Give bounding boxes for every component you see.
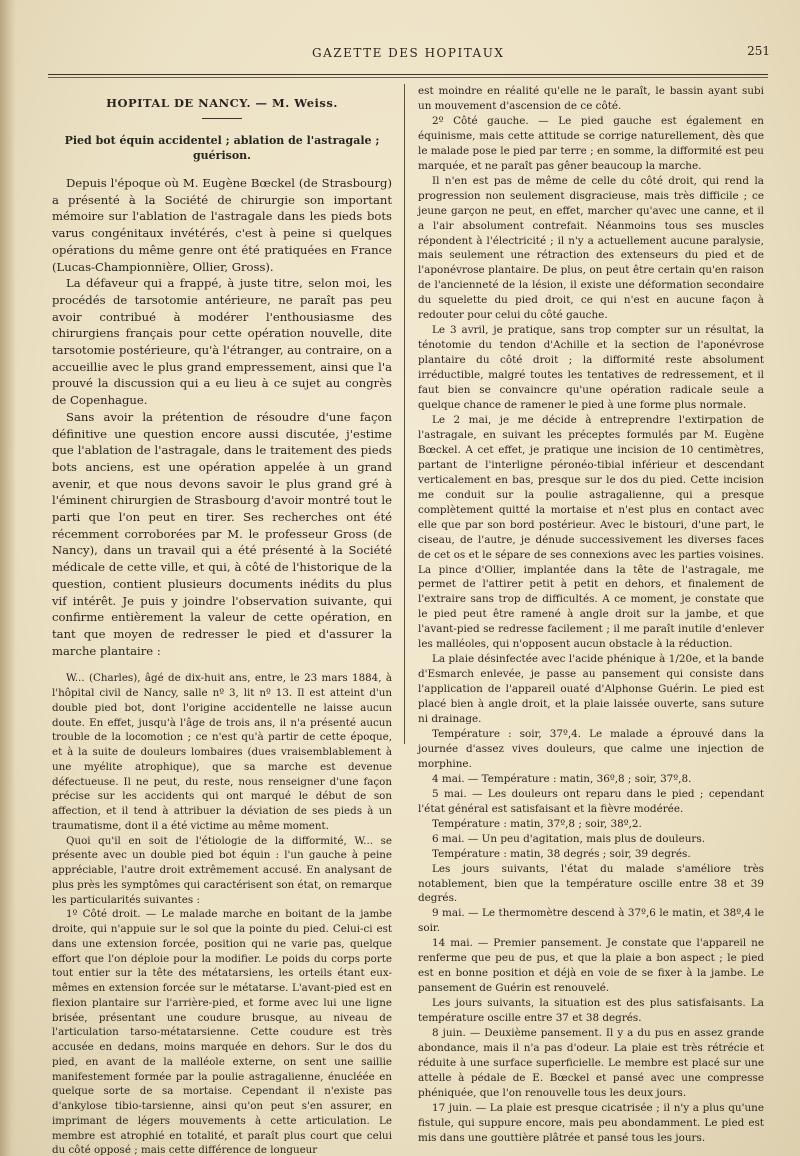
intro-text [52, 175, 392, 659]
section-title: HOPITAL DE NANCY. — M. Weiss. [106, 96, 338, 110]
page-header [40, 44, 770, 64]
title-rule [202, 118, 242, 119]
paragraph: Température : matin, 38 degrés ; soir, 39 degrés. [432, 847, 691, 860]
paragraph: 1º Côté droit. — Le malade marche en boitant de la jambe droite, qui n'appuie sur le sol que la pointe du pied. Celui-ci est dans une extension forcée, position qui ne varie pas, quelque effort que l'on déploie pour la modifier. Le poids du corps porte tout entier sur la tête des métatarsiens, les orteils étant eux-mêmes en extension forcée sur le métatarse. L'avant-pied est en flexion plantaire sur l'arrière-pied, et forme avec lui une ligne brisée, présentant une coudure brusque, au niveau de l'articulation tarso-métatarsienne. Cette coudure est très accusée en dedans, moins marquée en dehors. Sur le dos du pied, en avant de la malléole externe, on sent une saillie manifestement formée par la poulie astragalienne, énucléée en quelque sorte de sa mortaise. Cependant il n'existe pas d'ankylose tibio-tarsienne, ainsi qu'on peut s'en assurer, en imprimant de légers mouvements à cette articulation. Le membre est atrophié en totalité, et paraît plus court que celui du côté opposé ; mais cette différence de longueur [52, 908, 392, 1156]
paragraph: 8 juin. — Deuxième pansement. Il y a du pus en assez grande abondance, mais il n'a pas d'odeur. La plaie est très rétrécie et réduite à une surface superficielle. Le membre est placé sur une attelle à pédale de E. Bœckel et pansé avec une compresse phéniquée, que l'on renouvelle tous les deux jours. [418, 1027, 764, 1099]
page-edge-shadow [0, 0, 16, 1156]
paragraph: W... (Charles), âgé de dix-huit ans, entre, le 23 mars 1884, à l'hôpital civil de Nancy, salle nº 3, lit nº 13. Il est atteint d'un double pied bot, dont l'origine accidentelle ne laisse aucun doute. En effet, jusqu'à l'âge de trois ans, il n'a présenté aucun trouble de la locomotion ; ce n'est qu'à partir de cette époque, et à la suite de douleurs lombaires (dues vraisemblablement à une myélite atrophique), que sa marche est devenue défectueuse. Il ne peut, du reste, nous renseigner d'une façon précise sur les accidents qui ont marqué le début de son affection, et il tend à attribuer la déviation de ses pieds à un traumatisme, dont il a été victime au même moment. [52, 672, 392, 832]
case-report [52, 671, 392, 1156]
paragraph: est moindre en réalité qu'elle ne le paraît, le bassin ayant subi un mouvement d'ascension de ce côté. [418, 85, 764, 112]
column-divider [404, 84, 405, 744]
paragraph: Depuis l'époque où M. Eugène Bœckel (de Strasbourg) a présenté à la Société de chirurgie son important mémoire sur l'ablation de l'astragale dans les pieds bots varus congénitaux invétérés, c'est à peine si quelques opérations du même genre ont été pratiquées en France (Lucas-Championnière, Ollier, Gross). [52, 176, 392, 274]
paragraph: Quoi qu'il en soit de l'étiologie de la difformité, W... se présente avec un double pied bot équin : l'un gauche à peine appréciable, l'autre droit extrêmement accusé. En analysant de plus près les symptômes qui caractérisent son état, on remarque les particularités suivantes : [52, 834, 392, 906]
paragraph: La plaie désinfectée avec l'acide phénique à 1/20e, et la bande d'Esmarch enlevée, je passe au pansement qui consiste dans l'application de l'appareil ouaté d'Alphonse Guérin. Le pied est placé bien à angle droit, et la plaie laissée ouverte, sans suture ni drainage. [418, 653, 764, 726]
paragraph: Les jours suivants, l'état du malade s'améliore très notablement, bien que la température oscille entre 38 et 39 degrés. [418, 862, 764, 905]
right-column [418, 84, 764, 1146]
paragraph: La défaveur qui a frappé, à juste titre, selon moi, les procédés de tarsotomie antérieure, ne paraît pas peu avoir contribué à modérer l'enthousiasme des chirurgiens français pour cette opération nouvelle, dite tarsotomie postérieure, qu'à l'étranger, au contraire, on a accueillie avec le plus grand empressement, ainsi que l'a prouvé la discussion qui a eu lieu à ce sujet au congrès de Copenhague. [52, 276, 392, 408]
header-rule-secondary [48, 77, 768, 78]
paragraph: 6 mai. — Un peu d'agitation, mais plus de douleurs. [432, 832, 706, 845]
paragraph: 5 mai. — Les douleurs ont reparu dans le pied ; cependant l'état général est satisfaisant et la fièvre modérée. [418, 787, 764, 815]
paragraph: 4 mai. — Température : matin, 36º,8 ; soir, 37º,8. [432, 772, 692, 785]
paragraph: Le 2 mai, je me décide à entreprendre l'extirpation de l'astragale, en suivant les préceptes formulés par M. Eugène Bœckel. A cet effet, je pratique une incision de 10 centimètres, partant de l'interligne péronéo-tibial inférieur et descendant verticalement en bas, presque sur le dos du pied. Cette incision me conduit sur la poulie astragalienne, qui a presque complètement quitté la mortaise et n'est plus en contact avec elle que par son bord postérieur. Avec le bistouri, d'une part, le ciseau, de l'autre, je dénude successivement les diverses faces de cet os et le sépare de ses connexions avec les parties voisines. La pince d'Ollier, implantée dans la tête de l'astragale, me permet de l'attirer petit à petit en dehors, et finalement de l'extraire sans trop de difficultés. A ce moment, je constate que le pied peut être ramené à angle droit sur la jambe, et que l'avant-pied se redresse facilement ; il me paraît inutile d'enlever les malléoles, qui n'opposent aucun obstacle à la réduction. [418, 413, 764, 651]
paragraph: Sans avoir la prétention de résoudre d'une façon définitive une question encore aussi discutée, j'estime que l'ablation de l'astragale, dans le traitement des pieds bots anciens, est une opération appelée à un grand avenir, et que nous devons savoir le plus grand gré à l'éminent chirurgien de Strasbourg d'avoir montré tout le parti que l'on peut en tirer. Ses recherches ont été récemment corroborées par M. le professeur Gross (de Nancy), dans un travail qui a été présenté à la Société médicale de cette ville, et qui, à côté de l'historique de la question, contient plusieurs documents inédits du plus vif intérêt. Je puis y joindre l'observation suivante, qui confirme entièrement la valeur de cette opération, en tant que moyen de redresser le pied et d'assurer la marche plantaire : [52, 409, 392, 658]
header-rule [48, 74, 768, 75]
paragraph: Il n'en est pas de même de celle du côté droit, qui rend la progression non seulement disgracieuse, mais très difficile ; ce jeune garçon ne peut, en effet, marcher qu'avec une canne, et il a l'air absolument contrefait. Néanmoins tous ses muscles répondent à l'électricité ; il n'y a actuellement aucune paralysie, mais seulement une rétraction des extenseurs du pied et de l'aponévrose plantaire. De plus, on peut être certain qu'en raison de l'ancienneté de la lésion, il existe une déformation secondaire du squelette du pied droit, ce qui n'est en aucune façon à redouter pour celui du côté gauche. [418, 174, 764, 322]
paragraph: Les jours suivants, la situation est des plus satisfaisants. La température oscille entre 37 et 38 degrés. [418, 997, 764, 1025]
paragraph: Température : matin, 37º,8 ; soir, 38º,2. [432, 817, 642, 830]
paragraph: 14 mai. — Premier pansement. Je constate que l'appareil ne renferme que peu de pus, et que la plaie a bon aspect ; le pied est en bonne position et déjà en voie de se fixer à la jambe. Le pansement de Guérin est renouvelé. [418, 937, 764, 995]
paragraph: Le 3 avril, je pratique, sans trop compter sur un résultat, la ténotomie du tendon d'Achille et la section de l'aponévrose plantaire du côté droit ; la difformité reste absolument irréductible, malgré toutes les tentatives de redressement, et il faut bien se convaincre qu'une opération radicale seule a quelque chance de ramener le pied à une forme plus normale. [418, 324, 764, 412]
journal-title: GAZETTE DES HOPITAUX [312, 46, 505, 60]
paragraph: 2º Côté gauche. — Le pied gauche est également en équinisme, mais cette attitude se corrige naturellement, dès que le malade pose le pied par terre ; en somme, la difformité est peu marquée, et ne paraît pas gêner beaucoup la marche. [418, 114, 764, 172]
paragraph: 17 juin. — La plaie est presque cicatrisée ; il n'y a plus qu'une fistule, qui suppure encore, mais peu abondamment. Le pied est mis dans une gouttière plâtrée et pansé tous les jours. [418, 1101, 764, 1144]
page-number: 251 [747, 44, 770, 58]
article-subtitle: Pied bot équin accidentel ; ablation de l'astragale ; guérison. [64, 134, 380, 162]
paragraph: 9 mai. — Le thermomètre descend à 37º,6 le matin, et 38º,4 le soir. [418, 907, 764, 935]
left-column [52, 84, 392, 1156]
paragraph: Température : soir, 37º,4. Le malade a éprouvé dans la journée d'assez vives douleurs, que calme une injection de morphine. [418, 727, 764, 770]
